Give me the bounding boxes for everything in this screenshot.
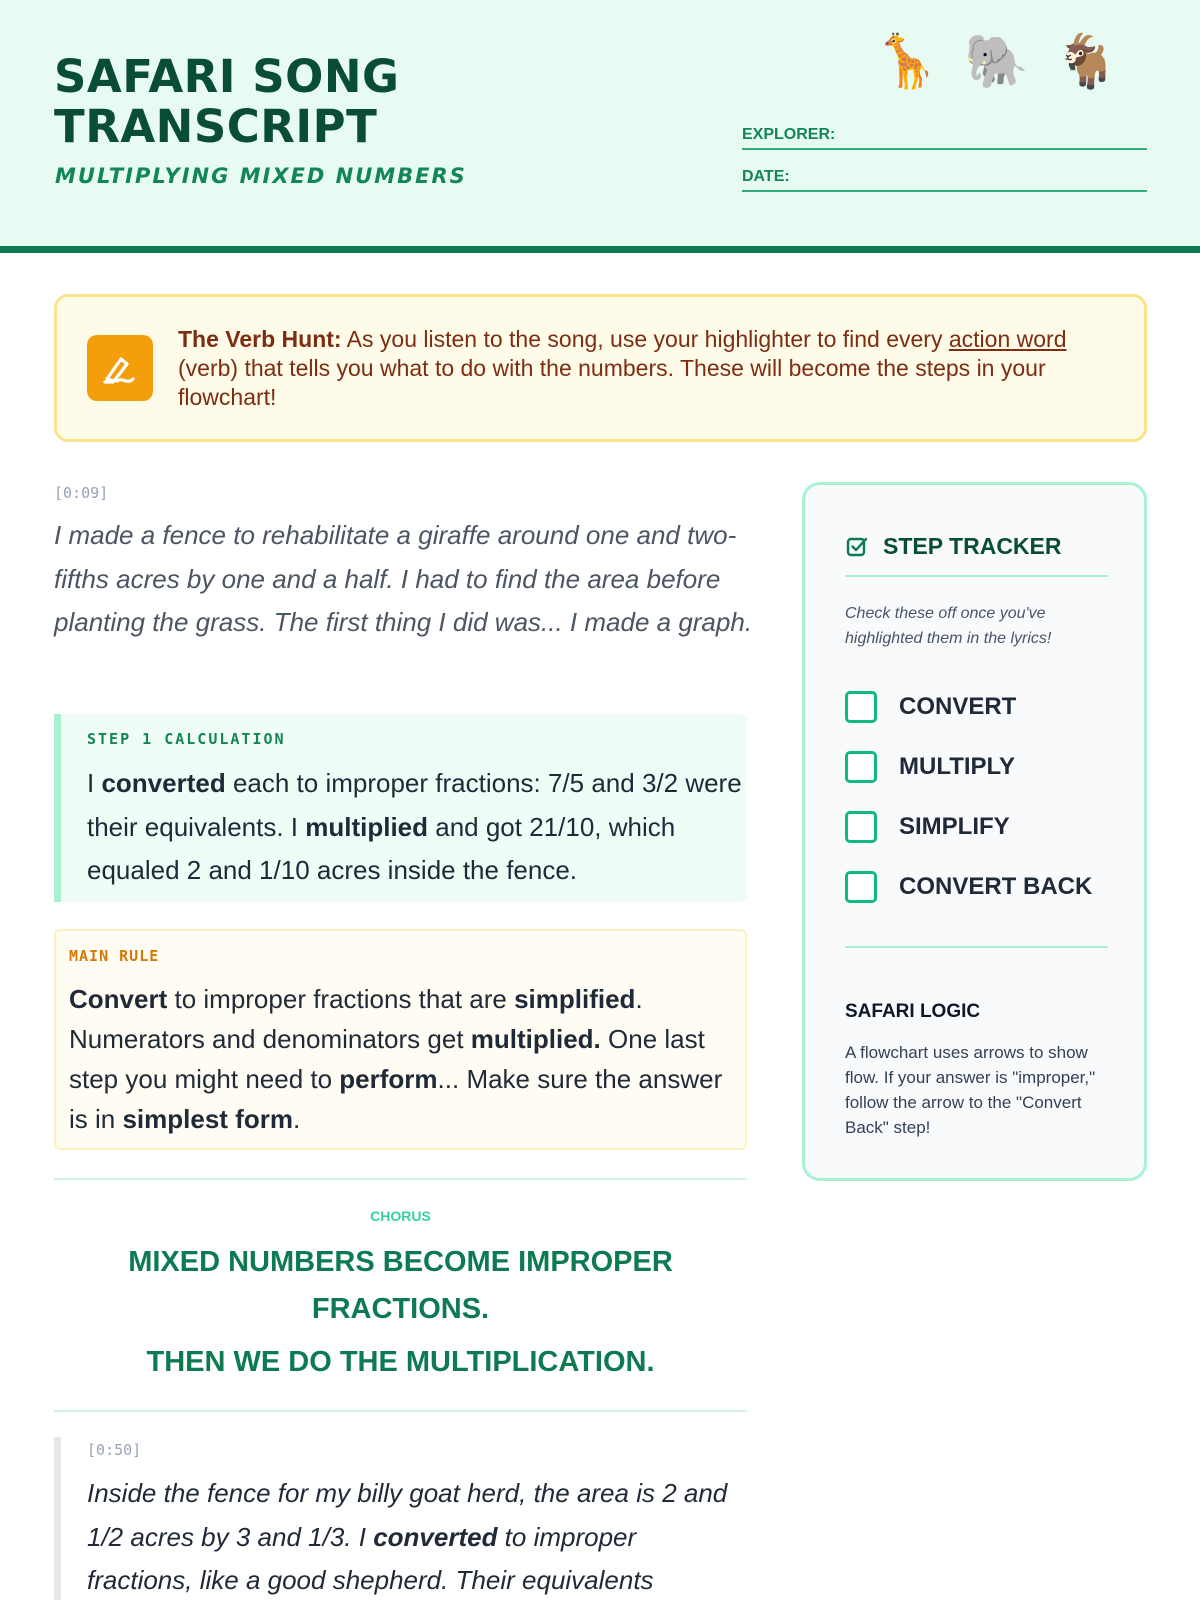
elephant-icon: 🐘: [964, 33, 1029, 91]
step-multiply[interactable]: MULTIPLY: [845, 737, 1092, 797]
giraffe-icon: 🦒: [874, 33, 939, 91]
timestamp: [0:50]: [87, 1441, 142, 1459]
action-word-term: action word: [948, 326, 1067, 352]
animal-icons: [874, 22, 1118, 102]
explorer-field[interactable]: EXPLORER:: [742, 126, 1147, 150]
date-field[interactable]: DATE:: [742, 168, 1147, 192]
step-checkbox[interactable]: [845, 691, 877, 723]
goat-icon: 🐐: [1054, 33, 1119, 91]
verse-block: [54, 1437, 747, 1600]
divider: [845, 946, 1108, 948]
step-checklist: [845, 677, 1092, 917]
divider: [845, 575, 1108, 577]
page-title: SAFARI SONG TRANSCRIPT: [54, 50, 400, 153]
main-rule-box: [54, 929, 747, 1150]
divider: [54, 1178, 747, 1180]
step-tracker-header: [845, 533, 1062, 560]
step-tracker-panel: [802, 482, 1147, 1181]
step-tracker-hint: Check these off once you've highlighted them in the lyrics!: [845, 605, 1052, 647]
pen-icon: [87, 335, 153, 401]
verb-hunt-title: The Verb Hunt:: [178, 326, 342, 352]
main-rule-label: MAIN RULE: [69, 947, 160, 965]
safari-logic-title: SAFARI LOGIC: [845, 1001, 981, 1022]
page-header: [0, 0, 1200, 253]
step-checkbox[interactable]: [845, 871, 877, 903]
safari-logic-text: A flowchart uses arrows to show flow. If your answer is "improper," follow the arrow to the "Convert Back" step!: [845, 1043, 1096, 1137]
chorus-lyrics: [54, 1239, 747, 1386]
chorus-line: THEN WE DO THE MULTIPLICATION.: [146, 1346, 655, 1378]
calculation-text: I converted each to improper fractions: 7/5 and 3/2 were their equivalents. I multiplied and got 21/10, which equaled 2 and 1/10 acres inside the fence.: [87, 768, 742, 885]
step-tracker-title: STEP TRACKER: [883, 533, 1062, 559]
calculation-box: [54, 714, 747, 902]
verb-hunt-text: The Verb Hunt: As you listen to the song, use your highlighter to find every action word (verb) that tells you what to do with the numbers. These will become the steps in your flowchart!: [178, 326, 1067, 410]
verb-hunt-callout: [54, 294, 1147, 442]
checkbox-icon: [845, 535, 869, 559]
step-simplify[interactable]: SIMPLIFY: [845, 797, 1092, 857]
chorus-line: MIXED NUMBERS BECOME IMPROPER FRACTIONS.: [128, 1246, 673, 1325]
divider: [54, 1410, 747, 1412]
step-convert-back[interactable]: CONVERT BACK: [845, 857, 1092, 917]
step-checkbox[interactable]: [845, 811, 877, 843]
verse-lyric: I made a fence to rehabilitate a giraffe around one and two-fifths acres by one and a half. I had to find the area before planting the grass. The first thing I did was... I made a graph.: [54, 520, 753, 637]
timestamp: [0:09]: [54, 484, 109, 502]
verse-lyric: Inside the fence for my billy goat herd, the area is 2 and 1/2 acres by 3 and 1/3. I converted to improper fractions, like a good shepherd. Their equivalents: [87, 1478, 728, 1595]
chorus-label: CHORUS: [370, 1208, 431, 1224]
step-convert[interactable]: CONVERT: [845, 677, 1092, 737]
main-rule-text: Convert to improper fractions that are simplified. Numerators and denominators get multiplied. One last step you might need to perform... Make sure the answer is in simplest form.: [69, 984, 723, 1134]
calculation-label: STEP 1 CALCULATION: [87, 730, 286, 748]
page-subtitle: MULTIPLYING MIXED NUMBERS: [55, 164, 467, 188]
step-checkbox[interactable]: [845, 751, 877, 783]
